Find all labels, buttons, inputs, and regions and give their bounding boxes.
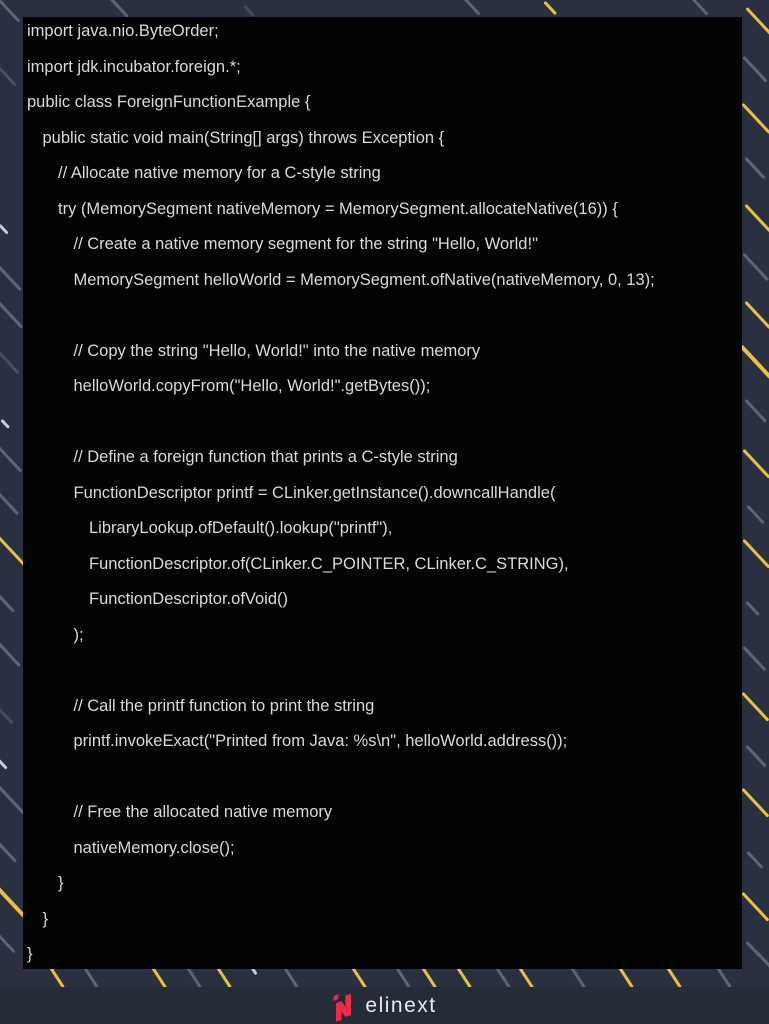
diagonal-line-decoration (0, 224, 8, 234)
diagonal-line-decoration (744, 157, 765, 179)
diagonal-line-decoration (0, 443, 22, 472)
diagonal-line-decoration (0, 63, 17, 87)
code-line: // Free the allocated native memory (73, 803, 333, 821)
code-line: } (27, 945, 33, 963)
diagonal-line-decoration (745, 601, 759, 616)
code-line: // Define a foreign function that prints a C-style string (73, 448, 458, 466)
code-line (23, 653, 742, 689)
diagonal-line-decoration (741, 788, 769, 817)
elinext-logo-icon (332, 990, 355, 1022)
logo-text: elinext (365, 993, 437, 1017)
code-line: printf.invokeExact("Printed from Java: %s\n", helloWorld.address()); (73, 732, 568, 750)
code-snippet (23, 17, 742, 969)
diagonal-line-decoration (0, 487, 19, 515)
code-line (23, 405, 742, 441)
code-line: // Copy the string "Hello, World!" into the native memory (73, 341, 481, 360)
code-line: try (MemorySegment nativeMemory = MemorySegment.allocateNative(16)) { (58, 199, 618, 218)
code-line: FunctionDescriptor.ofVoid() (89, 590, 289, 608)
diagonal-line-decoration (742, 539, 769, 568)
diagonal-line-decoration (742, 449, 769, 478)
diagonal-line-decoration (0, 839, 17, 863)
code-line: public class ForeignFunctionExample { (27, 93, 311, 111)
diagonal-line-decoration (742, 646, 766, 671)
diagonal-line-decoration (741, 103, 769, 134)
code-line: FunctionDescriptor.of(CLinker.C_POINTER, CLinker.C_STRING), (89, 554, 569, 573)
code-line: } (58, 874, 64, 892)
diagonal-line-decoration (746, 851, 763, 869)
code-line: ); (73, 625, 84, 644)
diagonal-line-decoration (0, 260, 21, 291)
diagonal-line-decoration (744, 301, 769, 329)
diagonal-line-decoration (742, 56, 767, 83)
diagonal-line-decoration (739, 345, 769, 380)
diagonal-line-decoration (741, 692, 769, 721)
code-line: nativeMemory.close(); (73, 838, 235, 857)
code-lines-container (23, 17, 742, 969)
diagonal-line-decoration (0, 419, 9, 429)
diagonal-line-decoration (0, 780, 26, 815)
code-line: MemorySegment helloWorld = MemorySegment.ofNative(nativeMemory, 0, 13); (73, 270, 655, 289)
diagonal-line-decoration (742, 253, 768, 281)
diagonal-line-decoration (0, 931, 15, 953)
diagonal-line-decoration (745, 745, 766, 767)
diagonal-line-decoration (683, 0, 708, 16)
diagonal-line-decoration (744, 399, 766, 423)
diagonal-line-decoration (0, 639, 21, 667)
company-logo (332, 990, 436, 1022)
diagonal-line-decoration (744, 204, 769, 233)
diagonal-line-decoration (0, 589, 15, 613)
diagonal-line-decoration (741, 892, 769, 921)
code-line: public static void main(String[] args) throws Exception { (42, 128, 445, 147)
code-line: // Allocate native memory for a C-style string (58, 164, 381, 182)
code-line: // Create a native memory segment for the string "Hello, World!" (73, 235, 538, 253)
diagonal-line-decoration (543, 1, 556, 15)
code-line: } (42, 909, 49, 928)
footer-bar (0, 987, 769, 1024)
diagonal-line-decoration (0, 759, 7, 769)
diagonal-line-decoration (243, 5, 254, 17)
diagonal-line-decoration (103, 0, 128, 18)
diagonal-line-decoration (746, 505, 764, 524)
diagonal-line-decoration (745, 7, 769, 41)
code-line: LibraryLookup.ofDefault().lookup("printf"), (89, 519, 393, 537)
code-line: // Call the printf function to print the string (73, 696, 375, 715)
diagonal-line-decoration (0, 352, 19, 374)
code-line: import jdk.incubator.foreign.*; (27, 57, 241, 76)
code-line: import java.nio.ByteOrder; (27, 22, 219, 40)
diagonal-line-decoration (0, 702, 13, 724)
code-line: helloWorld.copyFrom("Hello, World!".getBytes()); (73, 377, 431, 395)
diagonal-line-decoration (755, 951, 769, 972)
diagonal-line-decoration (455, 0, 480, 16)
diagonal-line-decoration (0, 296, 23, 328)
code-line (23, 298, 742, 334)
diagonal-line-decoration (0, 0, 20, 23)
code-line: FunctionDescriptor printf = CLinker.getInstance().downcallHandle( (73, 483, 556, 502)
code-line (23, 760, 742, 796)
